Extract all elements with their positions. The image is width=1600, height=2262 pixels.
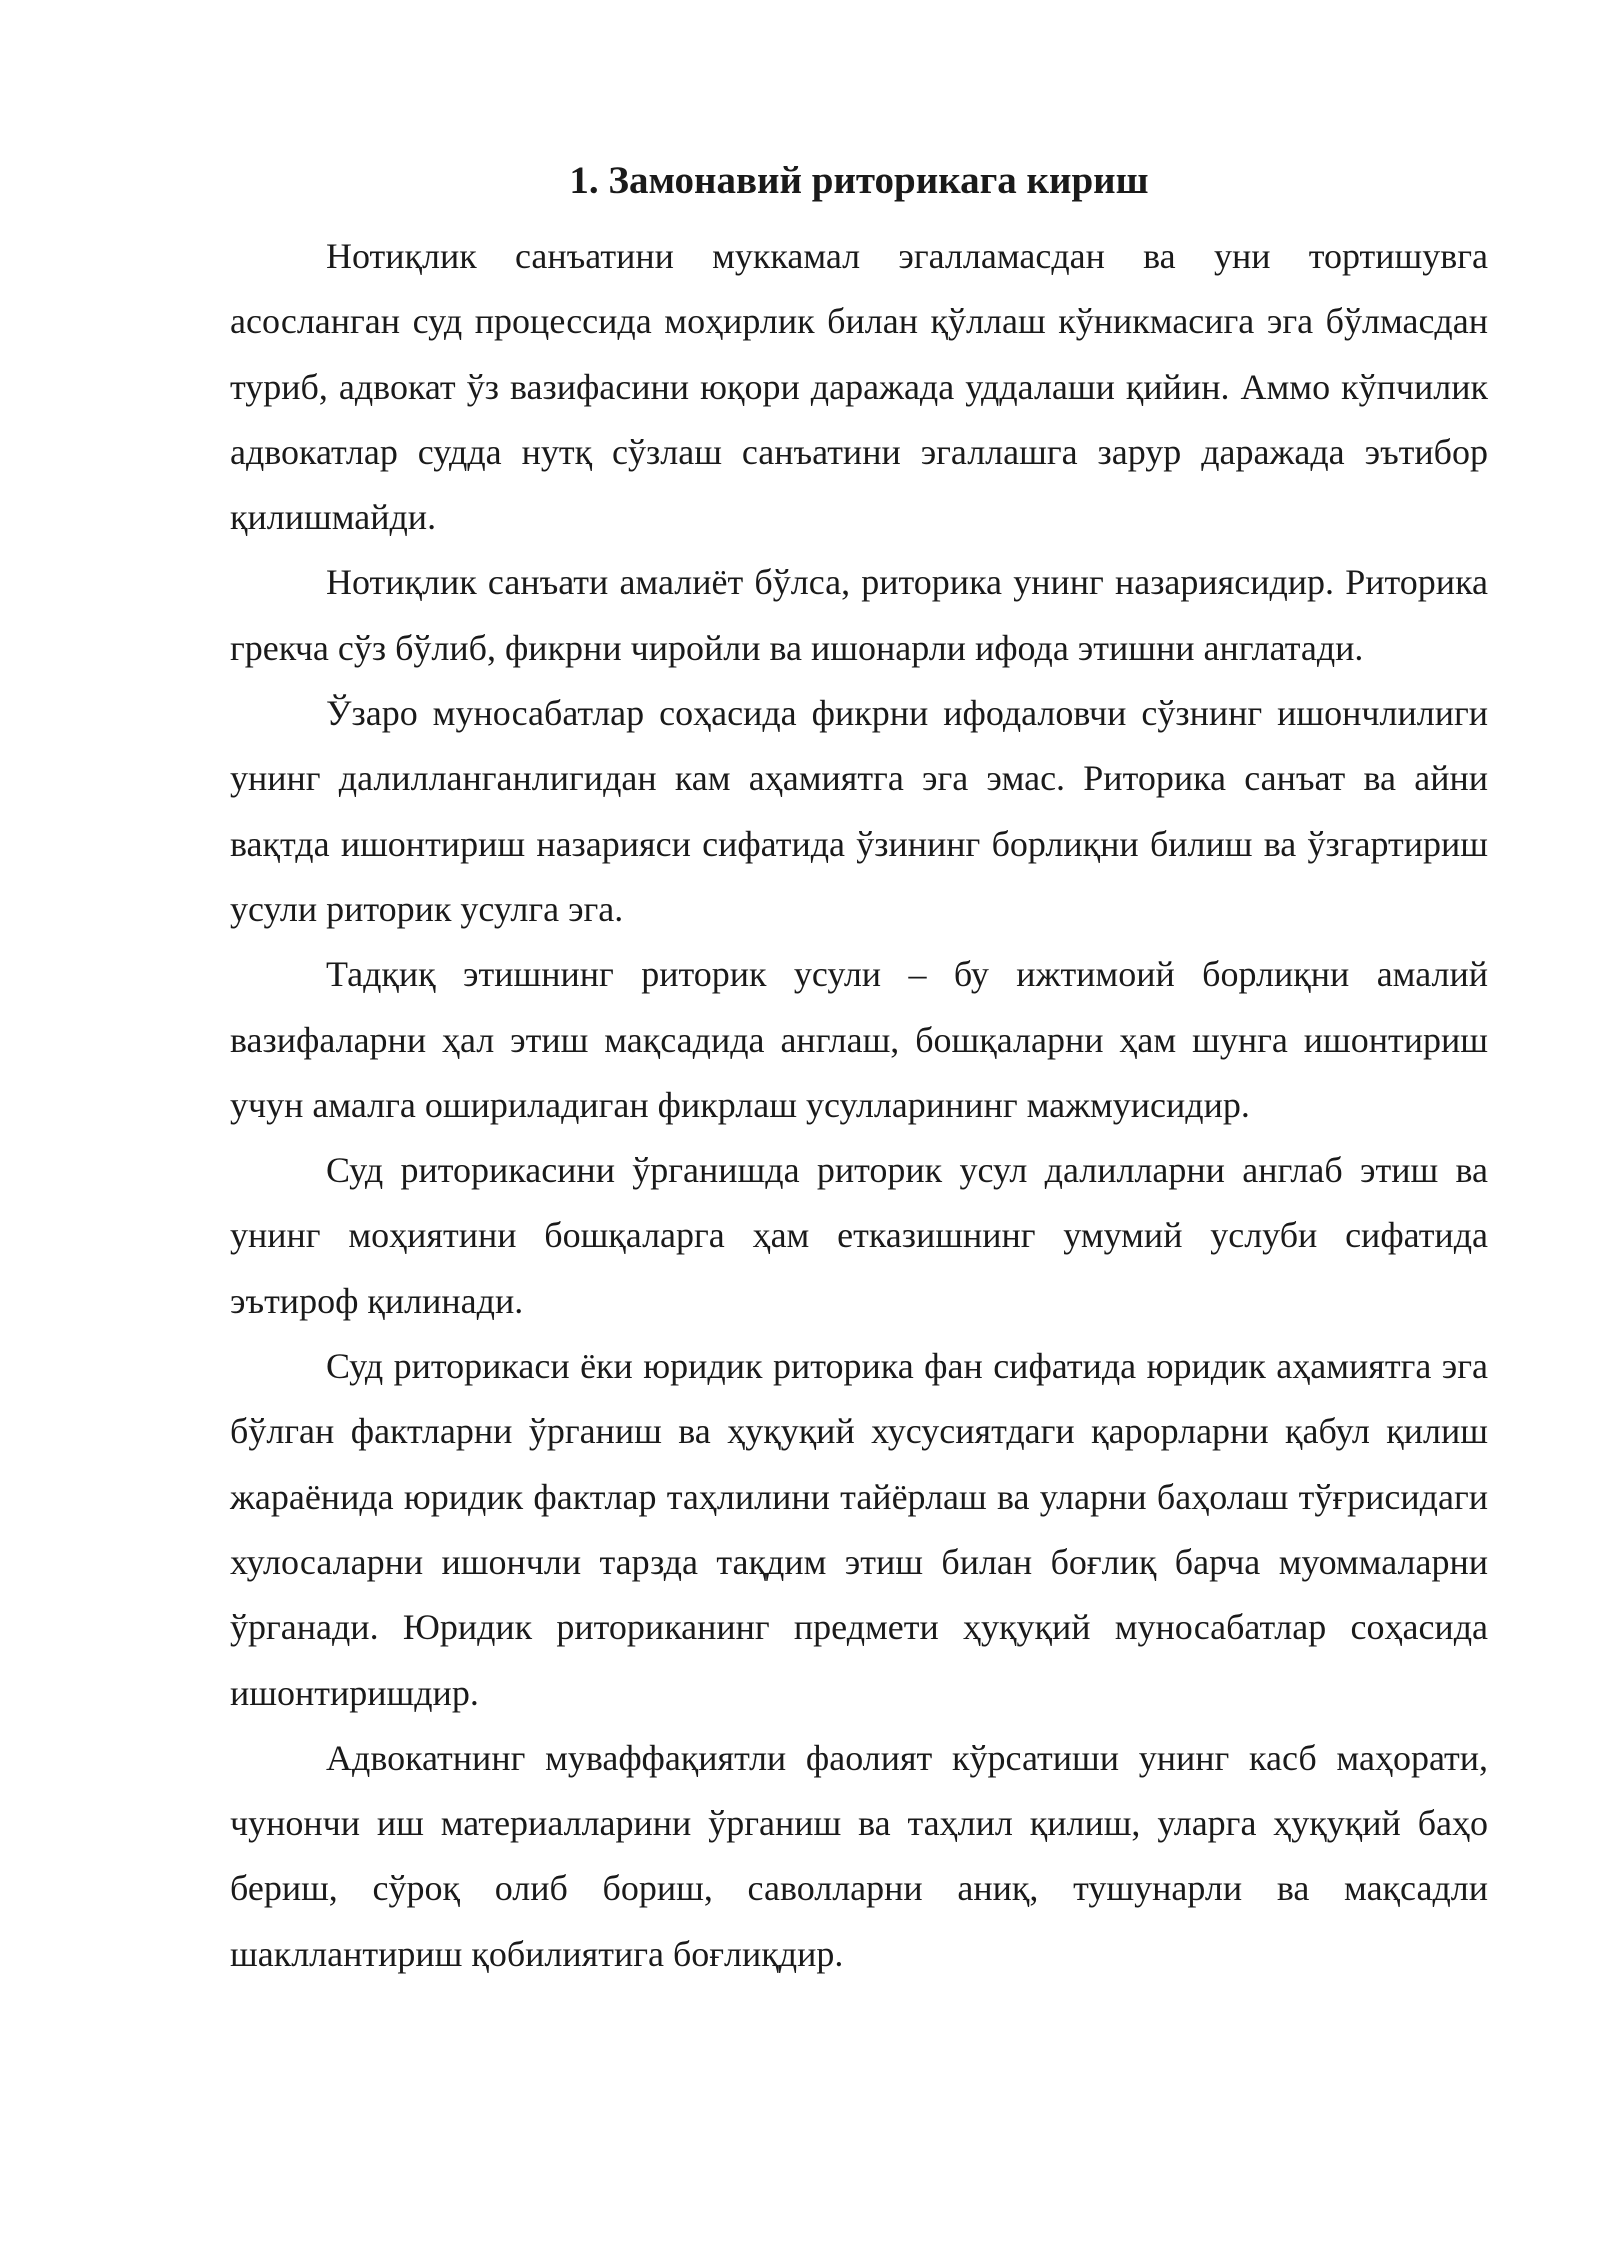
- paragraph: Тадқиқ этишнинг риторик усули – бу ижтимоий борлиқни амалий вазифаларни ҳал этиш мақсадида англаш, бошқаларни ҳам шунга ишонтириш учун амалга ошириладиган фикрлаш усулларининг мажмуисидир.: [230, 954, 1488, 1125]
- paragraph: Нотиқлик санъатини муккамал эгалламасдан ва уни тортишувга асосланган суд процессида моҳирлик билан қўллаш кўникмасига эга бўлмасдан туриб, адвокат ўз вазифасини юқори даражада уддалаши қийин. Аммо кўпчилик адвокатлар судда нутқ сўзлаш санъатини эгаллашга зарур даражада эътибор қилишмайди.: [230, 236, 1488, 538]
- paragraph: Суд риторикасини ўрганишда риторик усул далилларни англаб этиш ва унинг моҳиятини бошқаларга ҳам етказишнинг умумий услуби сифатида эътироф қилинади.: [230, 1150, 1488, 1321]
- document-body: [230, 148, 1488, 1987]
- paragraph: Адвокатнинг муваффақиятли фаолият кўрсатиши унинг касб маҳорати, чунончи иш материалларини ўрганиш ва таҳлил қилиш, уларга ҳуқуқий баҳо бериш, сўроқ олиб бориш, саволларни аниқ, тушунарли ва мақсадли шакллантириш қобилиятига боғлиқдир.: [230, 1737, 1488, 1974]
- paragraph: Нотиқлик санъати амалиёт бўлса, риторика унинг назариясидир. Риторика грекча сўз бўлиб, фикрни чиройли ва ишонарли ифода этишни англатади.: [230, 562, 1488, 668]
- section-title: 1. Замонавий риторикага кириш: [569, 159, 1149, 202]
- paragraph: Ўзаро муносабатлар соҳасида фикрни ифодаловчи сўзнинг ишончлилиги унинг далилланганлигидан кам аҳамиятга эга эмас. Риторика санъат ва айни вақтда ишонтириш назарияси сифатида ўзининг борлиқни билиш ва ўзгартириш усули риторик усулга эга.: [230, 693, 1488, 929]
- paragraph: Суд риторикаси ёки юридик риторика фан сифатида юридик аҳамиятга эга бўлган фактларни ўрганиш ва ҳуқуқий хусусиятдаги қарорларни қабул қилиш жараёнида юридик фактлар таҳлилини тайёрлаш ва уларни баҳолаш тўғрисидаги хулосаларни ишончли тарзда тақдим этиш билан боғлиқ барча муоммаларни ўрганади. Юридик риториканинг предмети ҳуқуқий муносабатлар соҳасида ишонтиришдир.: [230, 1346, 1488, 1713]
